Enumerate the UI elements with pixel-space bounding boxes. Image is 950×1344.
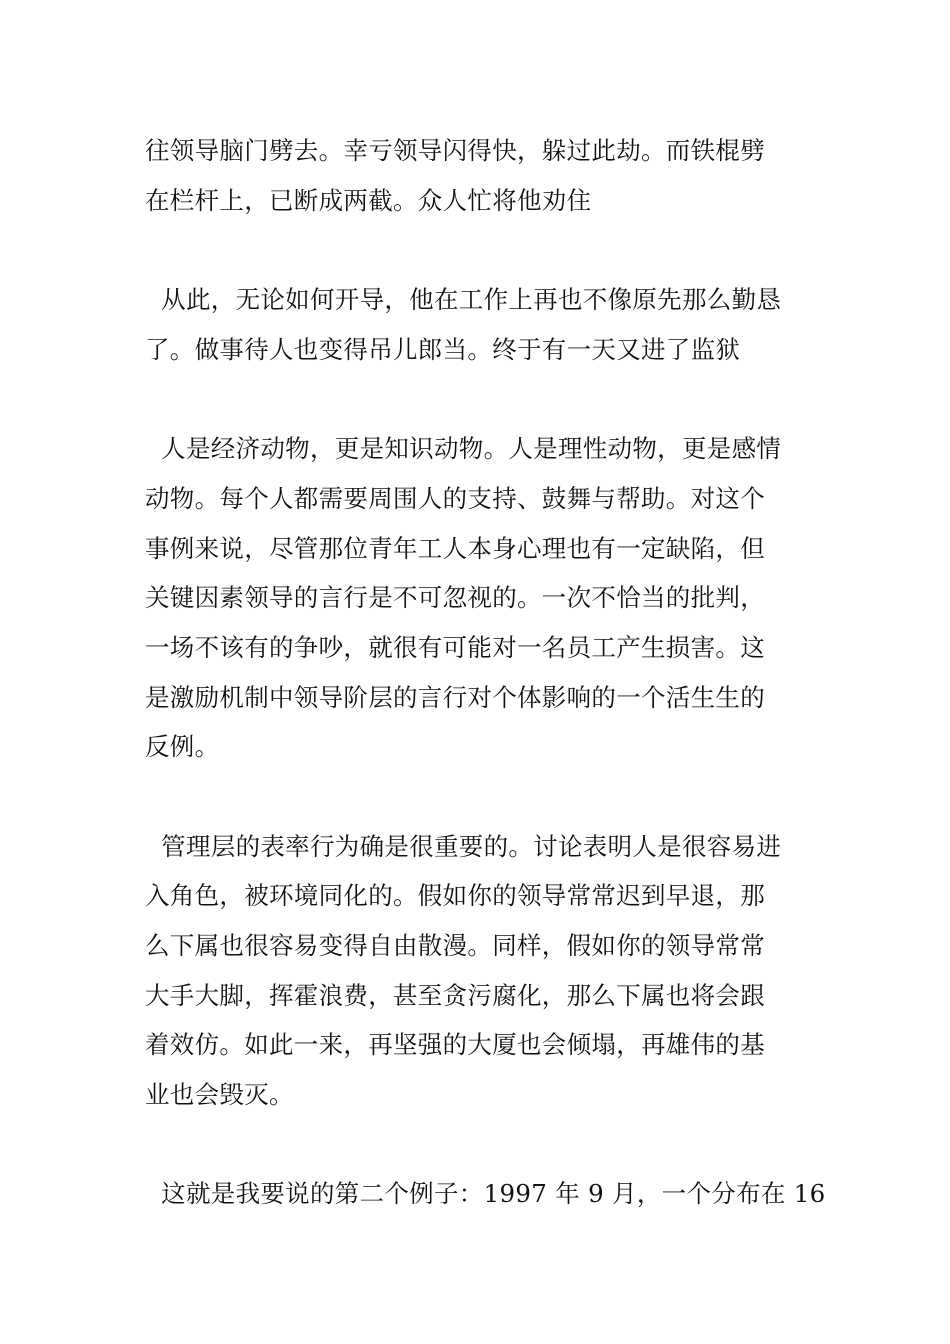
text-line: 动物。每个人都需要周围人的支持、鼓舞与帮助。对这个 xyxy=(145,483,765,513)
text-line: 大手大脚，挥霍浪费，甚至贪污腐化，那么下属也将会跟 xyxy=(145,980,765,1010)
paragraph-3 xyxy=(145,424,810,772)
paragraph-5 xyxy=(145,1169,826,1219)
text-line: 着效仿。如此一来，再坚强的大厦也会倾塌，再雄伟的基 xyxy=(145,1030,765,1060)
text-line: 么下属也很容易变得自由散漫。同样，假如你的领导常常 xyxy=(145,931,765,960)
text-line: 业也会毁灭。 xyxy=(145,1080,294,1110)
document-body xyxy=(145,126,826,1219)
text-line: 人是经济动物，更是知识动物。人是理性动物，更是感情 xyxy=(145,434,782,464)
text-line: 在栏杆上，已断成两截。众人忙将他劝住 xyxy=(145,185,592,215)
text-line: 管理层的表率行为确是很重要的。讨论表明人是很容易进 xyxy=(145,831,782,861)
text-line: 这就是我要说的第二个例子：1997 年 9 月，一个分布在 16 xyxy=(145,1179,826,1209)
text-line: 是激励机制中领导阶层的言行对个体影响的一个活生生的 xyxy=(145,682,765,712)
paragraph-2 xyxy=(145,275,810,374)
text-line: 入角色，被环境同化的。假如你的领导常常迟到早退，那 xyxy=(145,881,765,911)
text-line: 往领导脑门劈去。幸亏领导闪得快，躲过此劫。而铁棍劈 xyxy=(145,136,765,165)
paragraph-1 xyxy=(145,126,810,225)
text-line: 反例。 xyxy=(145,732,220,762)
text-line: 事例来说，尽管那位青年工人本身心理也有一定缺陷，但 xyxy=(145,533,765,563)
text-line: 关键因素领导的言行是不可忽视的。一次不恰当的批判， xyxy=(145,583,765,613)
text-line: 一场不该有的争吵，就很有可能对一名员工产生损害。这 xyxy=(145,632,765,662)
paragraph-4 xyxy=(145,822,810,1120)
text-line: 从此，无论如何开导，他在工作上再也不像原先那么勤恳 xyxy=(145,285,782,315)
text-line: 了。做事待人也变得吊儿郎当。终于有一天又进了监狱 xyxy=(145,334,741,364)
